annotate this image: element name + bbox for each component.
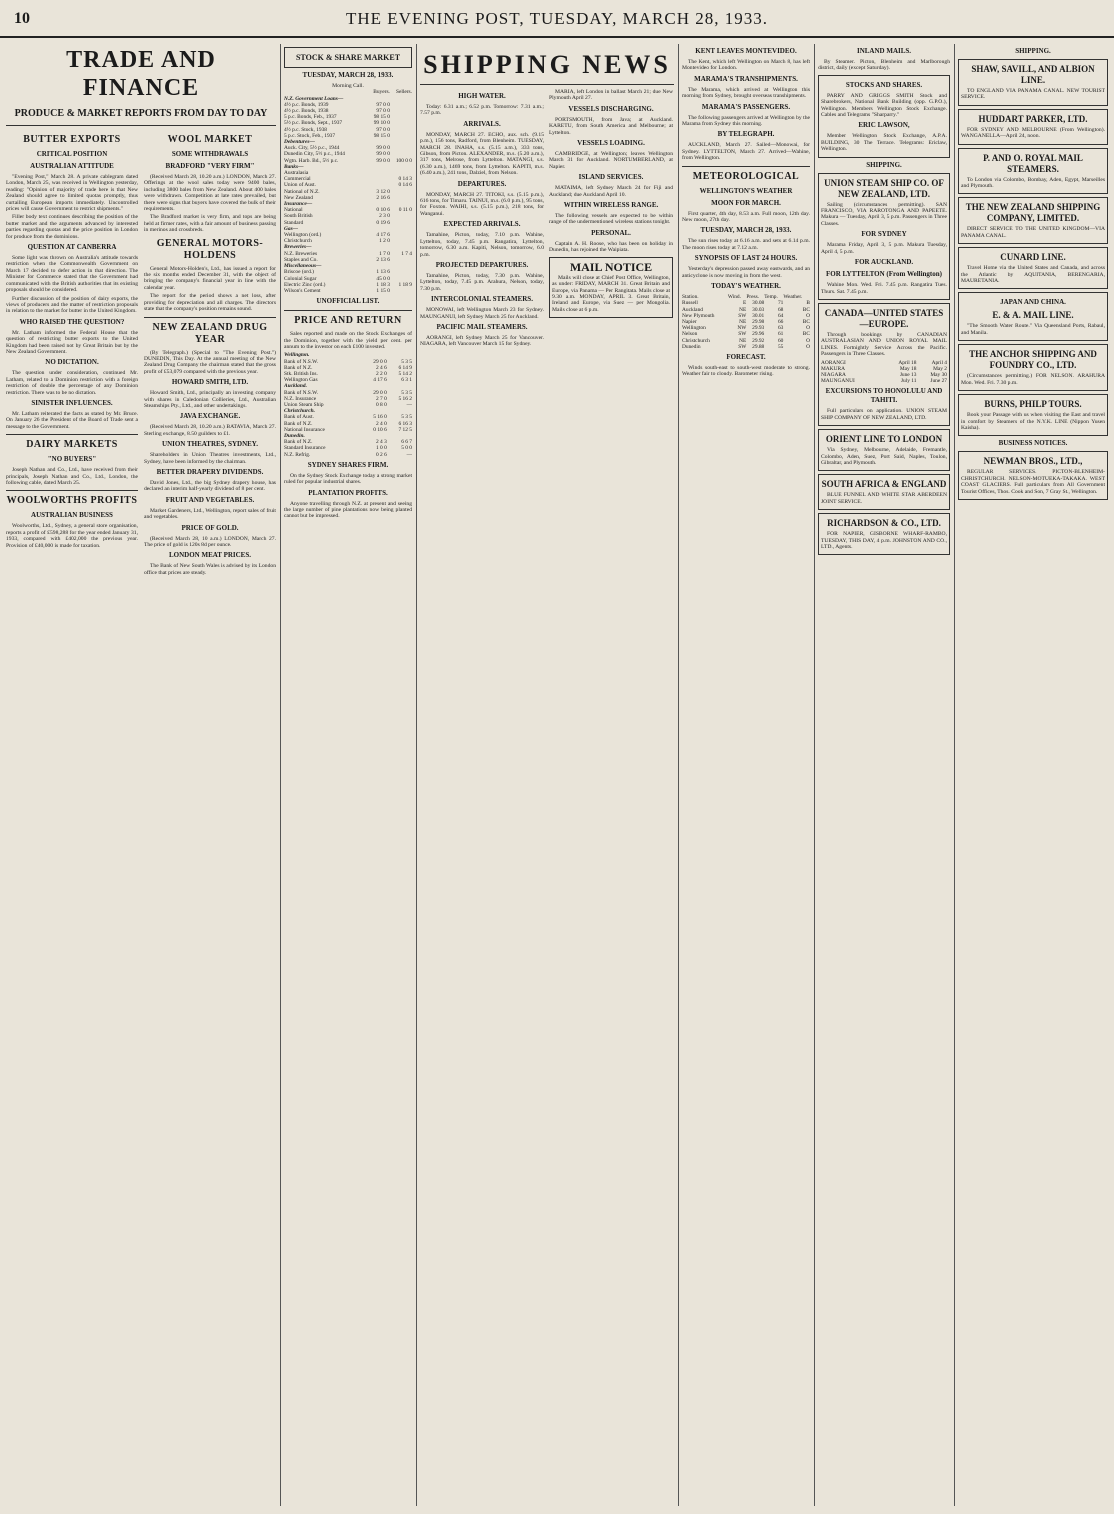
table-cell: May 2 bbox=[933, 365, 947, 372]
table-cell: 29.96 bbox=[752, 331, 765, 338]
tahiti-text: Full particulars on application. UNION STEAM SHIP COMPANY OF NEW ZEALAND, LTD. bbox=[821, 408, 947, 421]
table-cell: Dunedin City, 5½ p.c., 1944 bbox=[284, 151, 345, 158]
table-cell: 66 bbox=[777, 318, 784, 325]
eric-heading: ERIC LAWSON, bbox=[858, 121, 910, 130]
stock-column: STOCK & SHARE MARKET TUESDAY, MARCH 28, 1933. Morning Call. Buyers. Sellers. N.Z. Government Loans— 4½ p.c. Bonds, 1939 97 0 0 4½ p.c. Bonds, 1938 97 0 0 5 p.c. Bonds, Feb., 1937 98 15 0 5½ p.c. Bonds, Sept., 1937 99 10 0 4½ p.c. Stock, 1938 97 0 0 5 p.c. Stock, Feb., 1937 98 15 0 Debentures— Auck. City, 5½ p.c., 1944 99 0 0 Dunedin City, 5½ p.c., 1944 99 0 0 Wgtn. Harb. Bd., 5½ p.c. 99 0 0 100 0 0 Banks— Australasia Commercial 0 14 3 Union of Aust. 0 14 6 National of N.Z. 3 12 0 New Zealand 2 16 6 Insurance— National 0 10 6 0 11 0 South British 2 3 0 Standard 0 19 6 Gas— Wellington (ord.) 4 17 6 Christchurch 1 2 0 Breweries— N.Z. Breweries 1 7 0 1 7 4 Staples and Co. 2 13 6 Miscellaneous— Briscoe (ord.) 1 13 6 Colonial Sugar 45 0 0 Electric Zinc (ord.) 1 18 3 1 18 9 Wilson's Cement 1 15 0 UNOFFICIAL LIST. PRICE AND RETURN Sales reported and made on the Stock Exchanges of the Dominion, together with the yield per cent. per annum to the investor on each £100 invested. Wellington. Bank of N.S.W. 29 0 0 5 3 5 Bank of N.Z. 2 4 6 6 14 9 Stk. British Ins. 2 2 0 5 14 2 Wellington Gas 4 17 6 6 3 1 Auckland. Bank of N.S.W. 29 0 0 5 3 5 N.Z. Insurance 2 7 0 5 16 2 Union Steam Ship 0 8 0 — Christchurch. Bank of Aust. 5 16 0 5 3 5 Bank of N.Z. 2 4 0 6 16 3 National Insurance 0 10 6 7 12 5 Dunedin. Bank of N.Z. 2 4 3 6 6 7 Standard Insurance 1 0 0 5 0 0 N.Z. Refrig. 0 2 6 — SYDNEY SHARES FIRM. On the Sydney Stock Exchange today a strong market ruled for popular industrial shares. PLANTATION PROFITS. Anyone travelling through N.Z. at present and seeing the large number of pine plantations now being planted cannot but be impressed. bbox=[284, 44, 412, 1506]
table-section-title: Debentures— bbox=[284, 139, 315, 146]
table-header-cell: Press. bbox=[746, 294, 760, 301]
trade-heading: TRADE AND FINANCE bbox=[66, 47, 216, 101]
telegraph-heading: BY TELEGRAPH. bbox=[717, 130, 775, 139]
session-label: Morning Call. bbox=[332, 83, 364, 89]
dairy-sub: "NO BUYERS" bbox=[47, 455, 97, 464]
table-cell: 5½ p.c. Bonds, Sept., 1937 bbox=[284, 120, 343, 127]
table-cell: Wgtn. Harb. Bd., 5½ p.c. bbox=[284, 157, 339, 164]
burns-heading: BURNS, PHILP TOURS. bbox=[984, 399, 1082, 410]
table-cell: 71 bbox=[777, 300, 784, 307]
woolworths-sub: AUSTRALIAN BUSINESS bbox=[31, 511, 113, 520]
drug-text: (By Telegraph.) (Special to "The Evening Post.") DUNEDIN, This Day. At the annual meeting of the New Zealand Drug Company the chairman stated that the gross profit of £53,079 compared with the previous year. bbox=[144, 349, 276, 375]
personal-heading: PERSONAL. bbox=[591, 228, 631, 237]
table-cell: 30.08 bbox=[752, 300, 765, 307]
table-cell: 99 0 0 bbox=[376, 157, 390, 164]
table-cell: B bbox=[806, 300, 810, 307]
table-cell: 2 4 6 bbox=[375, 364, 387, 371]
table-cell: 5 3 5 bbox=[401, 358, 412, 365]
richardson-text: FOR NAPIER, GISBORNE WHARF-RAMBO, TUESDAY, THIS DAY, 4 p.m. JOHNSTON AND CO., LTD., Agents. bbox=[821, 531, 947, 550]
table-header-cell: Wind. bbox=[727, 294, 741, 301]
wool-text: (Received March 28, 10.20 a.m.) LONDON, March 27. Offerings at the wool sales today were 9400 bales, including 3800 bales from New Zealand. About 400 bales were withdrawn. Competition at late rates prevailed, but there were signs that buyers have covered the bulk of their requirements. bbox=[144, 174, 276, 213]
po-heading: P. AND O. ROYAL MAIL STEAMERS. bbox=[983, 152, 1083, 174]
table-cell: Colonial Sugar bbox=[284, 275, 317, 282]
south-africa-text: BLUE FUNNEL AND WHITE STAR ABERDEEN JOINT SERVICE. bbox=[821, 492, 947, 505]
table-section-title: N.Z. Government Loans— bbox=[284, 95, 344, 102]
table-cell: 29.93 bbox=[752, 325, 765, 332]
table-cell: Bank of N.Z. bbox=[284, 364, 313, 371]
table-cell: 29 0 0 bbox=[373, 389, 387, 396]
mail-text: Mails will close at Chief Post Office, Wellington, as under: FRIDAY, MARCH 31. Great Britain and Europe, via Panama — Per Rangitata. Mails close at 9.30 a.m. MONDAY, APRIL 3. Great Britain, Ireland and Europe, via Suez — per Mongolia. Mails close at 6 p.m. bbox=[552, 274, 670, 313]
discharging-heading: VESSELS DISCHARGING. bbox=[568, 104, 654, 113]
java-heading: JAVA EXCHANGE. bbox=[179, 412, 241, 421]
table-cell: Wellington (ord.) bbox=[284, 232, 322, 239]
table-cell: National Insurance bbox=[284, 426, 325, 433]
table-cell: 4 17 6 bbox=[373, 377, 387, 384]
table-cell: O bbox=[806, 337, 810, 344]
table-cell: O bbox=[806, 312, 810, 319]
woolworths-heading: WOOLWORTHS PROFITS bbox=[6, 495, 138, 507]
table-row bbox=[682, 344, 810, 350]
table-cell: 45 0 0 bbox=[376, 275, 390, 282]
table-cell: 6 3 1 bbox=[401, 377, 412, 384]
business-notices-heading: BUSINESS NOTICES. bbox=[998, 439, 1068, 448]
trade-subheading: PRODUCE & MARKET REPORTS FROM DAY TO DAY bbox=[14, 108, 268, 119]
table-cell: Bank of N.Z. bbox=[284, 420, 313, 427]
synopsis-heading: SYNOPSIS OF LAST 24 HOURS. bbox=[694, 254, 798, 263]
table-cell: Wilson's Cement bbox=[284, 287, 321, 294]
wireless-heading: WITHIN WIRELESS RANGE. bbox=[563, 201, 659, 210]
weather-table bbox=[682, 294, 810, 350]
pacific-heading: PACIFIC MAIL STEAMERS. bbox=[436, 322, 528, 331]
table-section-title: Christchurch. bbox=[284, 408, 316, 415]
table-cell: June 13 bbox=[899, 371, 917, 378]
table-cell: E bbox=[743, 300, 747, 307]
table-cell: May 30 bbox=[930, 371, 947, 378]
table-cell: Christchurch bbox=[682, 337, 710, 344]
table-cell: 0 10 6 bbox=[376, 207, 390, 214]
anchor-heading: THE ANCHOR SHIPPING AND FOUNDRY CO., LTD. bbox=[969, 349, 1097, 371]
marama-pass-heading: MARAMA'S PASSENGERS. bbox=[701, 102, 791, 111]
weather-column: KENT LEAVES MONTEVIDEO. The Kent, which left Wellington on March 8, has left Montevideo for London. MARAMA'S TRANSHIPMENTS. The Marama, which arrived at Wellington this morning from Sydney, brought overseas transhipments. MARAMA'S PASSENGERS. The following passengers arrived at Wellington by the Marama from Sydney this morning. BY TELEGRAPH. AUCKLAND, March 27. Sailed—Monowai, for Sydney. LYTTELTON, March 27. Arrived—Wahine, from Wellington. METEOROLOGICAL WELLINGTON'S WEATHER MOON FOR MARCH. First quarter, 4th day, 8.53 a.m. Full moon, 12th day. New moon, 27th day. TUESDAY, MARCH 28, 1933. The sun rises today at 6.16 a.m. and sets at 6.14 p.m. The moon rises today at 7.12 a.m. SYNOPSIS OF LAST 24 HOURS. Yesterday's depression passed away eastwards, and an anticyclone is now moving in from the west. TODAY'S WEATHER. Station. Wind. Press. Temp. Weather. Russell E 30.08 71 B Auckland NE 30.03 68 BC New Plymouth SW 30.01 64 O Napier NE 29.98 66 BC Wellington NW 29.93 63 O Nelson SW 29.96 61 BC Christchurch NE 29.92 60 O Dunedin SW 29.88 55 O FORECAST. Winds south-east to south-west moderate to strong. Weather fair to cloudy. Barometer rising. bbox=[682, 47, 810, 378]
table-cell: 2 3 0 bbox=[379, 213, 390, 220]
gold-text: (Received March 28, 10 a.m.) LONDON, March 27. The price of gold is 120s 8d per ounce. bbox=[144, 535, 276, 548]
table-cell: 5 14 2 bbox=[398, 370, 412, 377]
table-cell: Dunedin bbox=[682, 343, 701, 350]
weather-subheading: WELLINGTON'S WEATHER bbox=[699, 186, 793, 195]
sydney-heading: SYDNEY SHARES FIRM. bbox=[307, 460, 389, 469]
table-cell: BC bbox=[802, 331, 810, 338]
dairy-heading: DAIRY MARKETS bbox=[26, 439, 118, 451]
union-theatres-heading: UNION THEATRES, SYDNEY. bbox=[162, 440, 258, 449]
table-cell: NE bbox=[739, 318, 747, 325]
table-cell: Bank of N.Z. bbox=[284, 439, 313, 446]
table-section-title: Insurance— bbox=[284, 201, 313, 208]
drapery-heading: BETTER DRAPERY DIVIDENDS. bbox=[156, 467, 264, 476]
burns-text: Book your Passage with us when visiting the East and travel in comfort by Steamers of the N.Y.K. LINE (Nippon Yusen Kaisha). bbox=[961, 412, 1105, 431]
table-cell: 2 2 0 bbox=[375, 370, 387, 377]
kent-heading: KENT LEAVES MONTEVIDEO. bbox=[695, 47, 797, 55]
table-cell: 1 2 0 bbox=[379, 238, 390, 245]
shipping-column: SHIPPING NEWS HIGH WATER. Today: 6.31 a.m.; 6.52 p.m. Tomorrow: 7.31 a.m.; 7.57 p.m. ARRIVALS. MONDAY, MARCH 27. ECHO, aux. sch. (9.15 p.m.), 156 tons, Radford, from Blenheim. TUESDAY, MARCH 28. INAHA, s.s. (5.15 a.m.), 333 tons, Gibson, from Picton. ALEXANDER, m.s. (5.20 a.m.), 317 tons, Melrose, from Lyttelton. MATANGI, s.s. (6.30 a.m.), 1469 tons, from Lyttelton. KAPITI, m.s. (6.40 a.m.), 241 tons, Dalziel, from Nelson. DEPARTURES. MONDAY, MARCH 27. TITOKI, s.s. (5.15 p.m.), 616 tons, for Timaru. TAINUI, m.s. (6.0 p.m.), 95 tons, for Foxton. WAIHI, s.s. (5.15 p.m.), 218 tons, for Wanganui. EXPECTED ARRIVALS. Tamahine, Picton, today, 7.10 p.m. Wahine, Lyttelton, today, 7.45 p.m. Rangatira, Lyttelton, tomorrow, 6.30 a.m. Kapiti, Nelson, tomorrow, 6.0 p.m. PROJECTED DEPARTURES. Tamahine, Picton, today, 7.30 p.m. Wahine, Lyttelton, today, 7.45 p.m. Arahura, Nelson, today, 7.30 p.m. INTERCOLONIAL STEAMERS. MONOWAI, left Wellington March 23 for Sydney. MAUNGANUI, left Sydney March 25 for Auckland. PACIFIC MAIL STEAMERS. AORANGI, left Sydney March 25 for Vancouver. NIAGARA, left Vancouver March 15 for Sydney. MARIA, left London in ballast March 21; due New Plymouth April 27. VESSELS DISCHARGING. PORTSMOUTH, from Java; at Auckland. KARETU, from South America and Melbourne; at Lyttelton. VESSELS LOADING. CAMBRIDGE, at Wellington; leaves Wellington March 31 for Auckland. NORTUMBERLAND, at Napier. ISLAND SERVICES. MATAIMA, left Sydney March 24 for Fiji and Auckland; due Auckland April 10. WITHIN WIRELESS RANGE. The following vessels are expected to be within range of the undermentioned wireless stations tonight. PERSONAL. Captain A. H. Roose, who has been on holiday in Dunedin, has rejoined the Waipiata. MAIL NOTICE Mails will close at Chief Post Office, Wellington, as under: FRIDAY, MARCH 31. Great Britain and Europe, via Panama — Per Rangitata. Mails close at 9.30 a.m. MONDAY, APRIL 3. Great Britain, Ireland and Europe, via Suez — per Mongolia. Mails close at 6 p.m. bbox=[420, 50, 673, 348]
table-cell: Standard bbox=[284, 219, 304, 226]
masthead bbox=[0, 0, 1114, 38]
huddart-heading: HUDDART PARKER, LTD. bbox=[978, 113, 1088, 124]
table-cell: 30.03 bbox=[752, 306, 765, 313]
table-cell: June 27 bbox=[930, 378, 947, 385]
table-cell: 0 19 6 bbox=[376, 219, 390, 226]
cunard-text: Travel Home via the United States and Canada, and across the Atlantic by AQUITANIA, BERENGARIA, MAURETANIA. bbox=[961, 265, 1105, 285]
union-ss-heading: UNION STEAM SHIP CO. OF NEW ZEALAND, LTD. bbox=[824, 177, 944, 199]
table-cell: 98 15 0 bbox=[373, 132, 390, 139]
table-cell: 55 bbox=[777, 343, 784, 350]
tahiti-heading: EXCURSIONS TO HONOLULU AND TAHITI. bbox=[825, 387, 943, 405]
island-heading: ISLAND SERVICES. bbox=[578, 173, 644, 182]
table-cell: Bank of Aust. bbox=[284, 414, 314, 421]
shipping-ads-heading: SHIPPING. bbox=[866, 160, 902, 169]
table-section-title: Auckland. bbox=[284, 383, 307, 390]
table-cell: 5 p.c. Bonds, Feb., 1937 bbox=[284, 114, 337, 121]
sinister-heading: SINISTER INFLUENCES. bbox=[31, 398, 113, 407]
table-cell: Union of Aust. bbox=[284, 182, 316, 189]
table-cell: 99 0 0 bbox=[376, 145, 390, 152]
wool-sub2: BRADFORD "VERY FIRM" bbox=[165, 162, 255, 170]
gm-text: General Motors-Holden's, Ltd., has issued a report for the six months ended December 31, with the object of bringing the company's financial year in line with the calendar year. bbox=[144, 265, 276, 291]
orient-text: Via Sydney, Melbourne, Adelaide, Fremantle, Colombo, Aden, Suez, Port Said, Naples, Toulon, Gibraltar, and Plymouth. bbox=[821, 447, 947, 466]
canada-heading: CANADA—UNITED STATES—EUROPE. bbox=[824, 307, 944, 329]
table-cell: Russell bbox=[682, 300, 698, 307]
canada-text: Through bookings by CANADIAN AUSTRALASIAN AND UNION ROYAL MAIL LINES. Fortnightly Service Across the Pacific. Passengers in Three Classes. bbox=[821, 331, 947, 358]
loading-heading: VESSELS LOADING. bbox=[577, 139, 645, 148]
nz-shipping-text: DIRECT SERVICE TO THE UNITED KINGDOM—VIA PANAMA CANAL. bbox=[961, 226, 1105, 239]
table-cell: Wellington Gas bbox=[284, 377, 318, 384]
table-cell: 98 15 0 bbox=[373, 114, 390, 121]
table-section-title: Banks— bbox=[284, 163, 304, 170]
table-cell: 2 4 0 bbox=[375, 420, 387, 427]
table-cell: SW bbox=[738, 331, 747, 338]
table-cell: 2 4 3 bbox=[375, 439, 387, 446]
price-text: Sales reported and made on the Stock Exchanges of the Dominion, together with the yield per cent. per annum to the investor on each £100 invested. bbox=[284, 331, 412, 350]
table-cell: 2 13 6 bbox=[376, 256, 390, 263]
table-cell: 97 0 0 bbox=[376, 126, 390, 133]
table-cell: 0 11 0 bbox=[398, 207, 412, 214]
shipping-ads-column-2: SHIPPING. SHAW, SAVILL, AND ALBION LINE. TO ENGLAND VIA PANAMA CANAL. NEW TOURIST SERVICE. HUDDART PARKER, LTD. FOR SYDNEY AND MELBOURNE (From Wellington). WANGANELLA—April 24, noon. P. AND O. ROYAL MAIL STEAMERS. To London via Colombo, Bombay, Aden, Egypt, Marseilles and Plymouth. THE NEW ZEALAND SHIPPING COMPANY, LIMITED. DIRECT SERVICE TO THE UNITED KINGDOM—VIA PANAMA CANAL. CUNARD LINE. Travel Home via the United States and Canada, and across the Atlantic by AQUITANIA, BERENGARIA, MAURETANIA. JAPAN AND CHINA. E. & A. MAIL LINE. "The Smooth Water Route." Via Queensland Ports, Rabaul, and Manila. THE ANCHOR SHIPPING AND FOUNDRY CO., LTD. (Circumstances permitting.) FOR NELSON. ARAHURA Mon. Wed. Fri. 7.30 p.m. BURNS, PHILP TOURS. Book your Passage with us when visiting the East and travel in comfort by Steamers of the N.Y.K. LINE (Nippon Yusen Kaisha). BUSINESS NOTICES. NEWMAN BROS., LTD., REGULAR SERVICES. PICTON-BLENHEIM-CHRISTCHURCH. NELSON-MOTUEKA-TAKAKA. WEST COAST GLACIERS. Full particulars from All Government Tourist Offices, Thos. Cook and Son, 7 Gray St., Wellington. bbox=[958, 44, 1108, 1506]
table-row bbox=[284, 288, 412, 294]
table-cell: Stk. British Ins. bbox=[284, 370, 318, 377]
table-cell: 63 bbox=[777, 325, 784, 332]
table-cell: 1 0 0 bbox=[375, 445, 387, 452]
wool-sub: SOME WITHDRAWALS bbox=[171, 150, 249, 158]
fruit-heading: FRUIT AND VEGETABLES. bbox=[165, 495, 255, 504]
table-cell: O bbox=[806, 325, 810, 332]
table-cell: N.Z. Breweries bbox=[284, 250, 318, 257]
table-cell: 1 7 0 bbox=[379, 250, 390, 257]
page-number: 10 bbox=[14, 10, 30, 27]
wool-heading: WOOL MARKET bbox=[167, 134, 253, 145]
table-cell: Standard Insurance bbox=[284, 445, 326, 452]
table-header-cell: Station. bbox=[682, 294, 699, 301]
stock-table bbox=[284, 89, 412, 294]
huddart-text: FOR SYDNEY AND MELBOURNE (From Wellington). WANGANELLA—April 24, noon. bbox=[961, 126, 1105, 140]
table-cell: O bbox=[806, 343, 810, 350]
table-cell: 2 7 0 bbox=[375, 395, 387, 402]
shaw-heading: SHAW, SAVILL, AND ALBION LINE. bbox=[971, 64, 1095, 85]
table-cell bbox=[390, 288, 412, 294]
todays-weather-heading: TODAY'S WEATHER. bbox=[711, 282, 781, 291]
shipping-ads-heading-2: SHIPPING. bbox=[1015, 47, 1051, 55]
table-cell: 99 0 0 bbox=[376, 151, 390, 158]
table-cell: 7 12 5 bbox=[398, 426, 412, 433]
table-section-title: Breweries— bbox=[284, 244, 312, 251]
table-cell: SW bbox=[738, 312, 747, 319]
arrivals-text: MONDAY, MARCH 27. ECHO, aux. sch. (9.15 p.m.), 156 tons, Radford, from Blenheim. TUESDAY, MARCH 28. INAHA, s.s. (5.15 a.m.), 333 tons, Gibson, from Picton. ALEXANDER, m.s. (5.20 a.m.), 317 tons, Melrose, from Lyttelton. MATANGI, s.s. (6.30 a.m.), 1469 tons, from Lyttelton. KAPITI, m.s. (6.40 a.m.), 241 tons, Dalziel, from Nelson. bbox=[420, 131, 544, 177]
table-cell: Christchurch bbox=[284, 238, 312, 245]
mail-heading: MAIL NOTICE bbox=[569, 259, 653, 274]
table-cell: 4½ p.c. Stock, 1938 bbox=[284, 126, 327, 133]
anchor-text: (Circumstances permitting.) FOR NELSON. ARAHURA Mon. Wed. Fri. 7.30 p.m. bbox=[961, 373, 1105, 386]
table-cell: MAKURA bbox=[821, 365, 845, 372]
who-heading: WHO RAISED THE QUESTION? bbox=[19, 317, 125, 326]
table-section-title: Miscellaneous— bbox=[284, 263, 322, 270]
howard-heading: HOWARD SMITH, LTD. bbox=[171, 378, 249, 387]
question-heading: QUESTION AT CANBERRA bbox=[27, 243, 117, 252]
high-water-text: Today: 6.31 a.m.; 6.52 p.m. Tomorrow: 7.31 a.m.; 7.57 p.m. bbox=[420, 104, 544, 117]
java-text: (Received March 28, 10.20 a.m.) BATAVIA, March 27. Sterling exchange, 8.50 guilders to £1. bbox=[144, 424, 276, 437]
table-cell: 0 14 3 bbox=[398, 176, 412, 183]
meteorological-heading: METEOROLOGICAL bbox=[692, 170, 800, 182]
table-row bbox=[284, 452, 412, 458]
weather-date: TUESDAY, MARCH 28, 1933. bbox=[700, 226, 792, 235]
marama-trans-heading: MARAMA'S TRANSHIPMENTS. bbox=[694, 74, 798, 83]
price-table bbox=[284, 352, 412, 457]
table-cell: 29 0 0 bbox=[373, 358, 387, 365]
table-cell: Napier bbox=[682, 318, 697, 325]
table-cell: Auckland bbox=[682, 306, 703, 313]
table-cell: April 18 bbox=[898, 359, 917, 366]
table-cell: 5 3 5 bbox=[401, 389, 412, 396]
for-sydney-heading: FOR SYDNEY bbox=[861, 230, 907, 239]
table-cell: BC bbox=[802, 306, 810, 313]
table-cell: — bbox=[406, 401, 412, 408]
table-cell: 2 16 6 bbox=[376, 194, 390, 201]
table-cell: 3 12 0 bbox=[376, 188, 390, 195]
table-cell: 5 16 2 bbox=[398, 395, 412, 402]
table-cell: 0 2 6 bbox=[375, 451, 387, 458]
table-header-cell: Temp. bbox=[764, 294, 778, 301]
table-header-cell: Buyers. bbox=[373, 89, 390, 96]
price-heading: PRICE AND RETURN bbox=[294, 315, 402, 327]
forecast-heading: FORECAST. bbox=[726, 352, 766, 361]
table-cell: AORANGI bbox=[821, 359, 846, 366]
table-cell: Commercial bbox=[284, 176, 311, 183]
meat-heading: LONDON MEAT PRICES. bbox=[168, 551, 251, 560]
stocks-shares-heading: STOCKS AND SHARES. bbox=[845, 80, 923, 89]
eric-text: Member Wellington Stock Exchange, A.P.A. BUILDING, 30 The Terrace. Telegrams: Ericlaw, Wellington. bbox=[821, 133, 947, 153]
butter-text: "Evening Post," March 28. A private cablegram dated London, March 25, was received in Wellington yesterday, reading: "Opinion of majority of trade here is that New Zealand should agree to limited quotas promptly, thus curtailing European imports immediately. Uncontrolled prices will cause Government to restrict shipments." bbox=[6, 174, 138, 213]
table-cell: 29.88 bbox=[752, 343, 765, 350]
south-africa-heading: SOUTH AFRICA & ENGLAND bbox=[821, 479, 947, 490]
table-cell: 0 8 0 bbox=[375, 401, 387, 408]
drug-heading: NEW ZEALAND DRUG YEAR bbox=[152, 321, 268, 345]
who-text: Mr. Latham informed the Federal House that the question of restricting butter exports to the United Kingdom had been raised not by Great Britain but by the New Zealand Government. bbox=[6, 329, 138, 355]
japan-heading: JAPAN AND CHINA. bbox=[1000, 298, 1066, 307]
for-lyttelton-heading: FOR LYTTELTON (From Wellington) bbox=[826, 270, 942, 279]
plantation-heading: PLANTATION PROFITS. bbox=[308, 488, 388, 497]
table-header-cell: Sellers. bbox=[395, 89, 412, 96]
unofficial-heading: UNOFFICIAL LIST. bbox=[316, 297, 380, 306]
table-cell: MAUNGANUI bbox=[821, 378, 855, 385]
table-cell: BC bbox=[802, 318, 810, 325]
table-cell: Australasia bbox=[284, 170, 309, 177]
table-cell: Auck. City, 5½ p.c., 1944 bbox=[284, 145, 340, 152]
richardson-heading: RICHARDSON & CO., LTD. bbox=[827, 518, 941, 529]
table-cell: N.Z. Refrig. bbox=[284, 451, 311, 458]
newman-text: REGULAR SERVICES. PICTON-BLENHEIM-CHRISTCHURCH. NELSON-MOTUEKA-TAKAKA. WEST COAST GLACIERS. Full particulars from All Government Tourist Offices, Thos. Cook and Son, 7 Gray St., Wellington. bbox=[961, 469, 1105, 495]
moon-heading: MOON FOR MARCH. bbox=[711, 198, 781, 207]
table-cell: 0 14 6 bbox=[398, 182, 412, 189]
table-cell: 5 3 5 bbox=[401, 414, 412, 421]
table-cell: Bank of N.S.W. bbox=[284, 358, 319, 365]
departures-text: MONDAY, MARCH 27. TITOKI, s.s. (5.15 p.m.), 616 tons, for Timaru. TAINUI, m.s. (6.0 p.m.), 95 tons, for Foxton. WAIHI, s.s. (5.15 p.m.), 218 tons, for Wanganui. bbox=[420, 191, 544, 217]
table-cell: Staples and Co. bbox=[284, 256, 318, 263]
table-cell: 1 18 3 bbox=[376, 281, 390, 288]
high-water-heading: HIGH WATER. bbox=[458, 92, 506, 100]
table-cell: 99 10 0 bbox=[373, 120, 390, 127]
table-cell: Briscoe (ord.) bbox=[284, 269, 314, 276]
woolworths-text: Woolworths, Ltd., Sydney, a general store organisation, reports a profit of £598,288 for the year ended January 31, 1933, compared with £402,000 the previous year. Provision of £40,000 is made for taxation. bbox=[6, 523, 138, 549]
arrivals-heading: ARRIVALS. bbox=[463, 119, 501, 128]
table-cell: 97 0 0 bbox=[376, 101, 390, 108]
table-cell: National of N.Z. bbox=[284, 188, 320, 195]
table-cell: 4 17 6 bbox=[376, 232, 390, 239]
table-cell: 1 7 4 bbox=[401, 250, 412, 257]
table-cell: 6 6 7 bbox=[401, 439, 412, 446]
table-cell: Union Steam Ship bbox=[284, 401, 324, 408]
table-cell: New Plymouth bbox=[682, 312, 715, 319]
table-cell: Nelson bbox=[682, 331, 698, 338]
table-cell: NE bbox=[739, 337, 747, 344]
canada-ships-table bbox=[821, 360, 947, 385]
table-cell: 64 bbox=[777, 312, 784, 319]
table-cell: 60 bbox=[777, 337, 784, 344]
butter-sub2: AUSTRALIAN ATTITUDE bbox=[30, 162, 114, 170]
table-cell: SW bbox=[738, 343, 747, 350]
gm-heading: GENERAL MOTORS-HOLDENS bbox=[156, 237, 264, 261]
table-cell: 1 15 0 bbox=[376, 287, 390, 294]
table-cell: National bbox=[284, 207, 303, 214]
table-cell: 61 bbox=[777, 331, 784, 338]
table-cell: 29.98 bbox=[752, 318, 765, 325]
table-cell: 1 13 6 bbox=[376, 269, 390, 276]
table-cell: 68 bbox=[777, 306, 784, 313]
table-cell: 97 0 0 bbox=[376, 108, 390, 115]
gold-heading: PRICE OF GOLD. bbox=[181, 523, 239, 532]
for-auckland-heading: FOR AUCKLAND. bbox=[854, 258, 914, 267]
table-cell: 6 16 3 bbox=[398, 420, 412, 427]
table-cell: NIAGARA bbox=[821, 371, 846, 378]
shipping-ads-column: INLAND MAILS. By Steamer. Picton, Blenheim and Marlborough district, daily (except Saturday). STOCKS AND SHARES. PARRY AND GRIGGS SMITH Stock and Sharebrokers, National Bank Building (opp. G.P.O.), Wellington. Members Wellington Stock Exchange. Cables and Telegrams "Sharparry." ERIC LAWSON, Member Wellington Stock Exchange, A.P.A. BUILDING, 30 The Terrace. Telegrams: Ericlaw, Wellington. SHIPPING. UNION STEAM SHIP CO. OF NEW ZEALAND, LTD. Sailing (circumstances permitting). SAN FRANCISCO, VIA RAROTONGA AND PAPEETE. Makura — Tuesday, April 3, 5 p.m. Passengers in Three Classes. FOR SYDNEY Marama Friday, April 3, 5 p.m. Makura Tuesday, April 4, 5 p.m. FOR AUCKLAND. FOR LYTTELTON (From Wellington) Wahine Mon. Wed. Fri. 7.45 p.m. Rangatira Tues. Thurs. Sat. 7.45 p.m. CANADA—UNITED STATES—EUROPE. Through bookings by CANADIAN AUSTRALASIAN AND UNION ROYAL MAIL LINES. Fortnightly Service Across the Pacific. Passengers in Three Classes. AORANGI April 18 April 4 MAKURA May 18 May 2 NIAGARA June 13 May 30 MAUNGANUI July 11 June 27 EXCURSIONS TO HONOLULU AND TAHITI. Full particulars on application. UNION STEAM SHIP COMPANY OF NEW ZEALAND, LTD. ORIENT LINE TO LONDON Via Sydney, Melbourne, Adelaide, Fremantle, Colombo, Aden, Suez, Port Said, Naples, Toulon, Gibraltar, and Plymouth. SOUTH AFRICA & ENGLAND BLUE FUNNEL AND WHITE STAR ABERDEEN JOINT SERVICE. RICHARDSON & CO., LTD. FOR NAPIER, GISBORNE WHARF-RAMBO, TUESDAY, THIS DAY, 4 p.m. JOHNSTON AND CO., LTD., Agents. bbox=[818, 44, 950, 1506]
table-section-title: Dunedin. bbox=[284, 432, 305, 439]
table-cell: New Zealand bbox=[284, 194, 313, 201]
table-cell: 30.01 bbox=[752, 312, 765, 319]
newman-heading: NEWMAN BROS., LTD., bbox=[983, 456, 1083, 467]
table-cell: — bbox=[406, 451, 412, 458]
stock-date: TUESDAY, MARCH 28, 1933. bbox=[302, 71, 394, 79]
expected-heading: EXPECTED ARRIVALS. bbox=[443, 220, 521, 229]
table-cell: N.Z. Insurance bbox=[284, 395, 317, 402]
table-cell: 29.92 bbox=[752, 337, 765, 344]
table-cell: 5 16 0 bbox=[373, 414, 387, 421]
table-cell: July 11 bbox=[900, 378, 917, 385]
stock-heading: STOCK & SHARE MARKET bbox=[295, 53, 401, 62]
table-row bbox=[821, 378, 947, 384]
departures-heading: DEPARTURES. bbox=[457, 179, 507, 188]
table-cell: 100 0 0 bbox=[395, 157, 412, 164]
table-cell: NW bbox=[737, 325, 747, 332]
butter-heading: BUTTER EXPORTS bbox=[23, 134, 121, 145]
table-cell: 4½ p.c. Bonds, 1939 bbox=[284, 101, 329, 108]
table-cell: Electric Zinc (ord.) bbox=[284, 281, 326, 288]
ea-heading: E. & A. MAIL LINE. bbox=[992, 310, 1074, 321]
shipping-heading: SHIPPING NEWS bbox=[423, 50, 671, 79]
projected-heading: PROJECTED DEPARTURES. bbox=[435, 260, 529, 269]
newspaper-title: THE EVENING POST, TUESDAY, MARCH 28, 1933. bbox=[345, 9, 768, 28]
table-cell: 5 0 0 bbox=[401, 445, 412, 452]
table-cell: April 4 bbox=[931, 359, 947, 366]
table-section-title: Wellington. bbox=[284, 352, 310, 359]
inland-heading: INLAND MAILS. bbox=[856, 47, 912, 55]
orient-heading: ORIENT LINE TO LONDON bbox=[825, 434, 943, 445]
nz-shipping-heading: THE NEW ZEALAND SHIPPING COMPANY, LIMITED. bbox=[965, 202, 1101, 224]
table-cell: 4½ p.c. Bonds, 1938 bbox=[284, 108, 329, 115]
ea-text: "The Smooth Water Route." Via Queensland Ports, Rabaul, and Manila. bbox=[961, 323, 1105, 336]
table-header-cell: Weather. bbox=[783, 294, 803, 301]
table-cell: Wellington bbox=[682, 325, 706, 332]
table-cell: May 18 bbox=[899, 365, 917, 372]
cunard-heading: CUNARD LINE. bbox=[1000, 252, 1066, 263]
table-cell: NE bbox=[739, 306, 747, 313]
table-cell: South British bbox=[284, 213, 313, 220]
table-cell: 0 10 6 bbox=[373, 426, 387, 433]
shaw-text: TO ENGLAND VIA PANAMA CANAL. NEW TOURIST SERVICE. bbox=[961, 88, 1105, 101]
question-text: Some light was thrown on Australia's attitude towards restriction when the Commonwealth Government on March 17 decided to defer action in that direction. The Minister for Commerce stated that the Government had communicated with the British authorities that its existing proposals should be considered. bbox=[6, 255, 138, 294]
table-cell: Bank of N.S.W. bbox=[284, 389, 319, 396]
parry-text: PARRY AND GRIGGS SMITH Stock and Sharebrokers, National Bank Building (opp. G.P.O.), Wellington. Members Wellington Stock Exchange. Cables and Telegrams "Sharparry." bbox=[821, 92, 947, 119]
table-cell: 6 14 9 bbox=[398, 364, 412, 371]
trade-column: TRADE AND FINANCE PRODUCE & MARKET REPORTS FROM DAY TO DAY BUTTER EXPORTS CRITICAL POSITION AUSTRALIAN ATTITUDE "Evening Post," March 28. A private cablegram dated London, March 25, was received in Wellington yesterday, reading: "Opinion of majority of trade here is that New Zealand should agree to limited quotas promptly, thus curtailing European imports immediately. Uncontrolled prices will cause Government to restrict shipments." Filler body text continues describing the position of the butter market and the arguments advanced by interested parties regarding quotas and the price position in London for produce from the dominions. QUESTION AT CANBERRA Some light was thrown on Australia's attitude towards restriction when the Commonwealth Government on March 17 decided to defer action in that direction. The Minister for Commerce stated that the Government had communicated with the British authorities that its existing proposals should be considered. Further discussion of the position of dairy exports, the views of producers and the matter of restriction proposals in relation to the market for butter in the United Kingdom. WHO RAISED THE QUESTION? Mr. Latham informed the Federal House that the question of restricting butter exports to the United Kingdom had been raised not by Great Britain but by the New Zealand Government. NO DICTATION. The question under consideration, continued Mr. Latham, related to a Dominion restriction with a foreign restriction of double the percentage of any Dominion restriction. There was to be no dictation. SINISTER INFLUENCES. Mr. Latham reiterated the facts as stated by Mr. Bruce. On January 26 the President of the Board of Trade sent a message to the Government. DAIRY MARKETS "NO BUYERS" Joseph Nathan and Co., Ltd., have received from their principals, Joseph Nathan and Co., Ltd., London, the following cable, dated March 25. WOOLWORTHS PROFITS AUSTRALIAN BUSINESS Woolworths, Ltd., Sydney, a general store organisation, reports a profit of £598,288 for the year ended January 31, 1933, compared with £402,000 the previous year. Provision of £40,000 is made for taxation. WOOL MARKET SOME WITHDRAWALS BRADFORD "VERY FIRM" (Received March 28, 10.20 a.m.) LONDON, March 27. Offerings at the wool sales today were 9400 bales, including 3800 bales from New Zealand. About 400 bales were withdrawn. Competition at late rates prevailed, but there were signs that buyers have covered the bulk of their requirements. The Bradford market is very firm, and tops are being held at firmer rates, with a fair amount of business passing in merinos and crossbreds. GENERAL MOTORS-HOLDENS General Motors-Holden's, Ltd., has issued a report for the six months ended December 31, with the object of bringing the company's financial year in line with the calendar year. The report for the period shows a net loss, after providing for depreciation and all charges. The directors state that the company's position remains sound. NEW ZEALAND DRUG YEAR (By Telegraph.) (Special to "The Evening Post.") DUNEDIN, This Day. At the annual meeting of the New Zealand Drug Company the chairman stated that the gross profit of £53,079 compared with the previous year. HOWARD SMITH, LTD. Howard Smith, Ltd., principally an investing company with shares in Caledonian Collieries, Ltd., Australian Steamships Pty., Ltd., and other undertakings. JAVA EXCHANGE. (Received March 28, 10.20 a.m.) BATAVIA, March 27. Sterling exchange, 8.50 guilders to £1. UNION THEATRES, SYDNEY. Shareholders in Union Theatres investments, Ltd., Sydney, have been informed by the chairman. BETTER DRAPERY DIVIDENDS. David Jones, Ltd., the big Sydney drapery house, has declared an interim half-yearly dividend of 8 per cent. FRUIT AND VEGETABLES. Market Gardeners, Ltd., Wellington, report sales of fruit and vegetables. PRICE OF GOLD. (Received March 28, 10 a.m.) LONDON, March 27. The price of gold is 120s 8d per ounce. LONDON MEAT PRICES. The Bank of New South Wales is advised by its London office that prices are steady. bbox=[6, 47, 276, 576]
intercolonial-heading: INTERCOLONIAL STEAMERS. bbox=[431, 295, 533, 304]
table-cell: 5 p.c. Stock, Feb., 1937 bbox=[284, 132, 336, 139]
no-dictation-heading: NO DICTATION. bbox=[45, 358, 99, 367]
butter-sub: CRITICAL POSITION bbox=[36, 150, 108, 158]
table-section-title: Gas— bbox=[284, 225, 299, 232]
table-cell: 1 18 9 bbox=[398, 281, 412, 288]
union-ss-text: Sailing (circumstances permitting). SAN FRANCISCO, VIA RAROTONGA AND PAPEETE. Makura — Tuesday, April 3, 5 p.m. Passengers in Three Classes. bbox=[821, 201, 947, 227]
